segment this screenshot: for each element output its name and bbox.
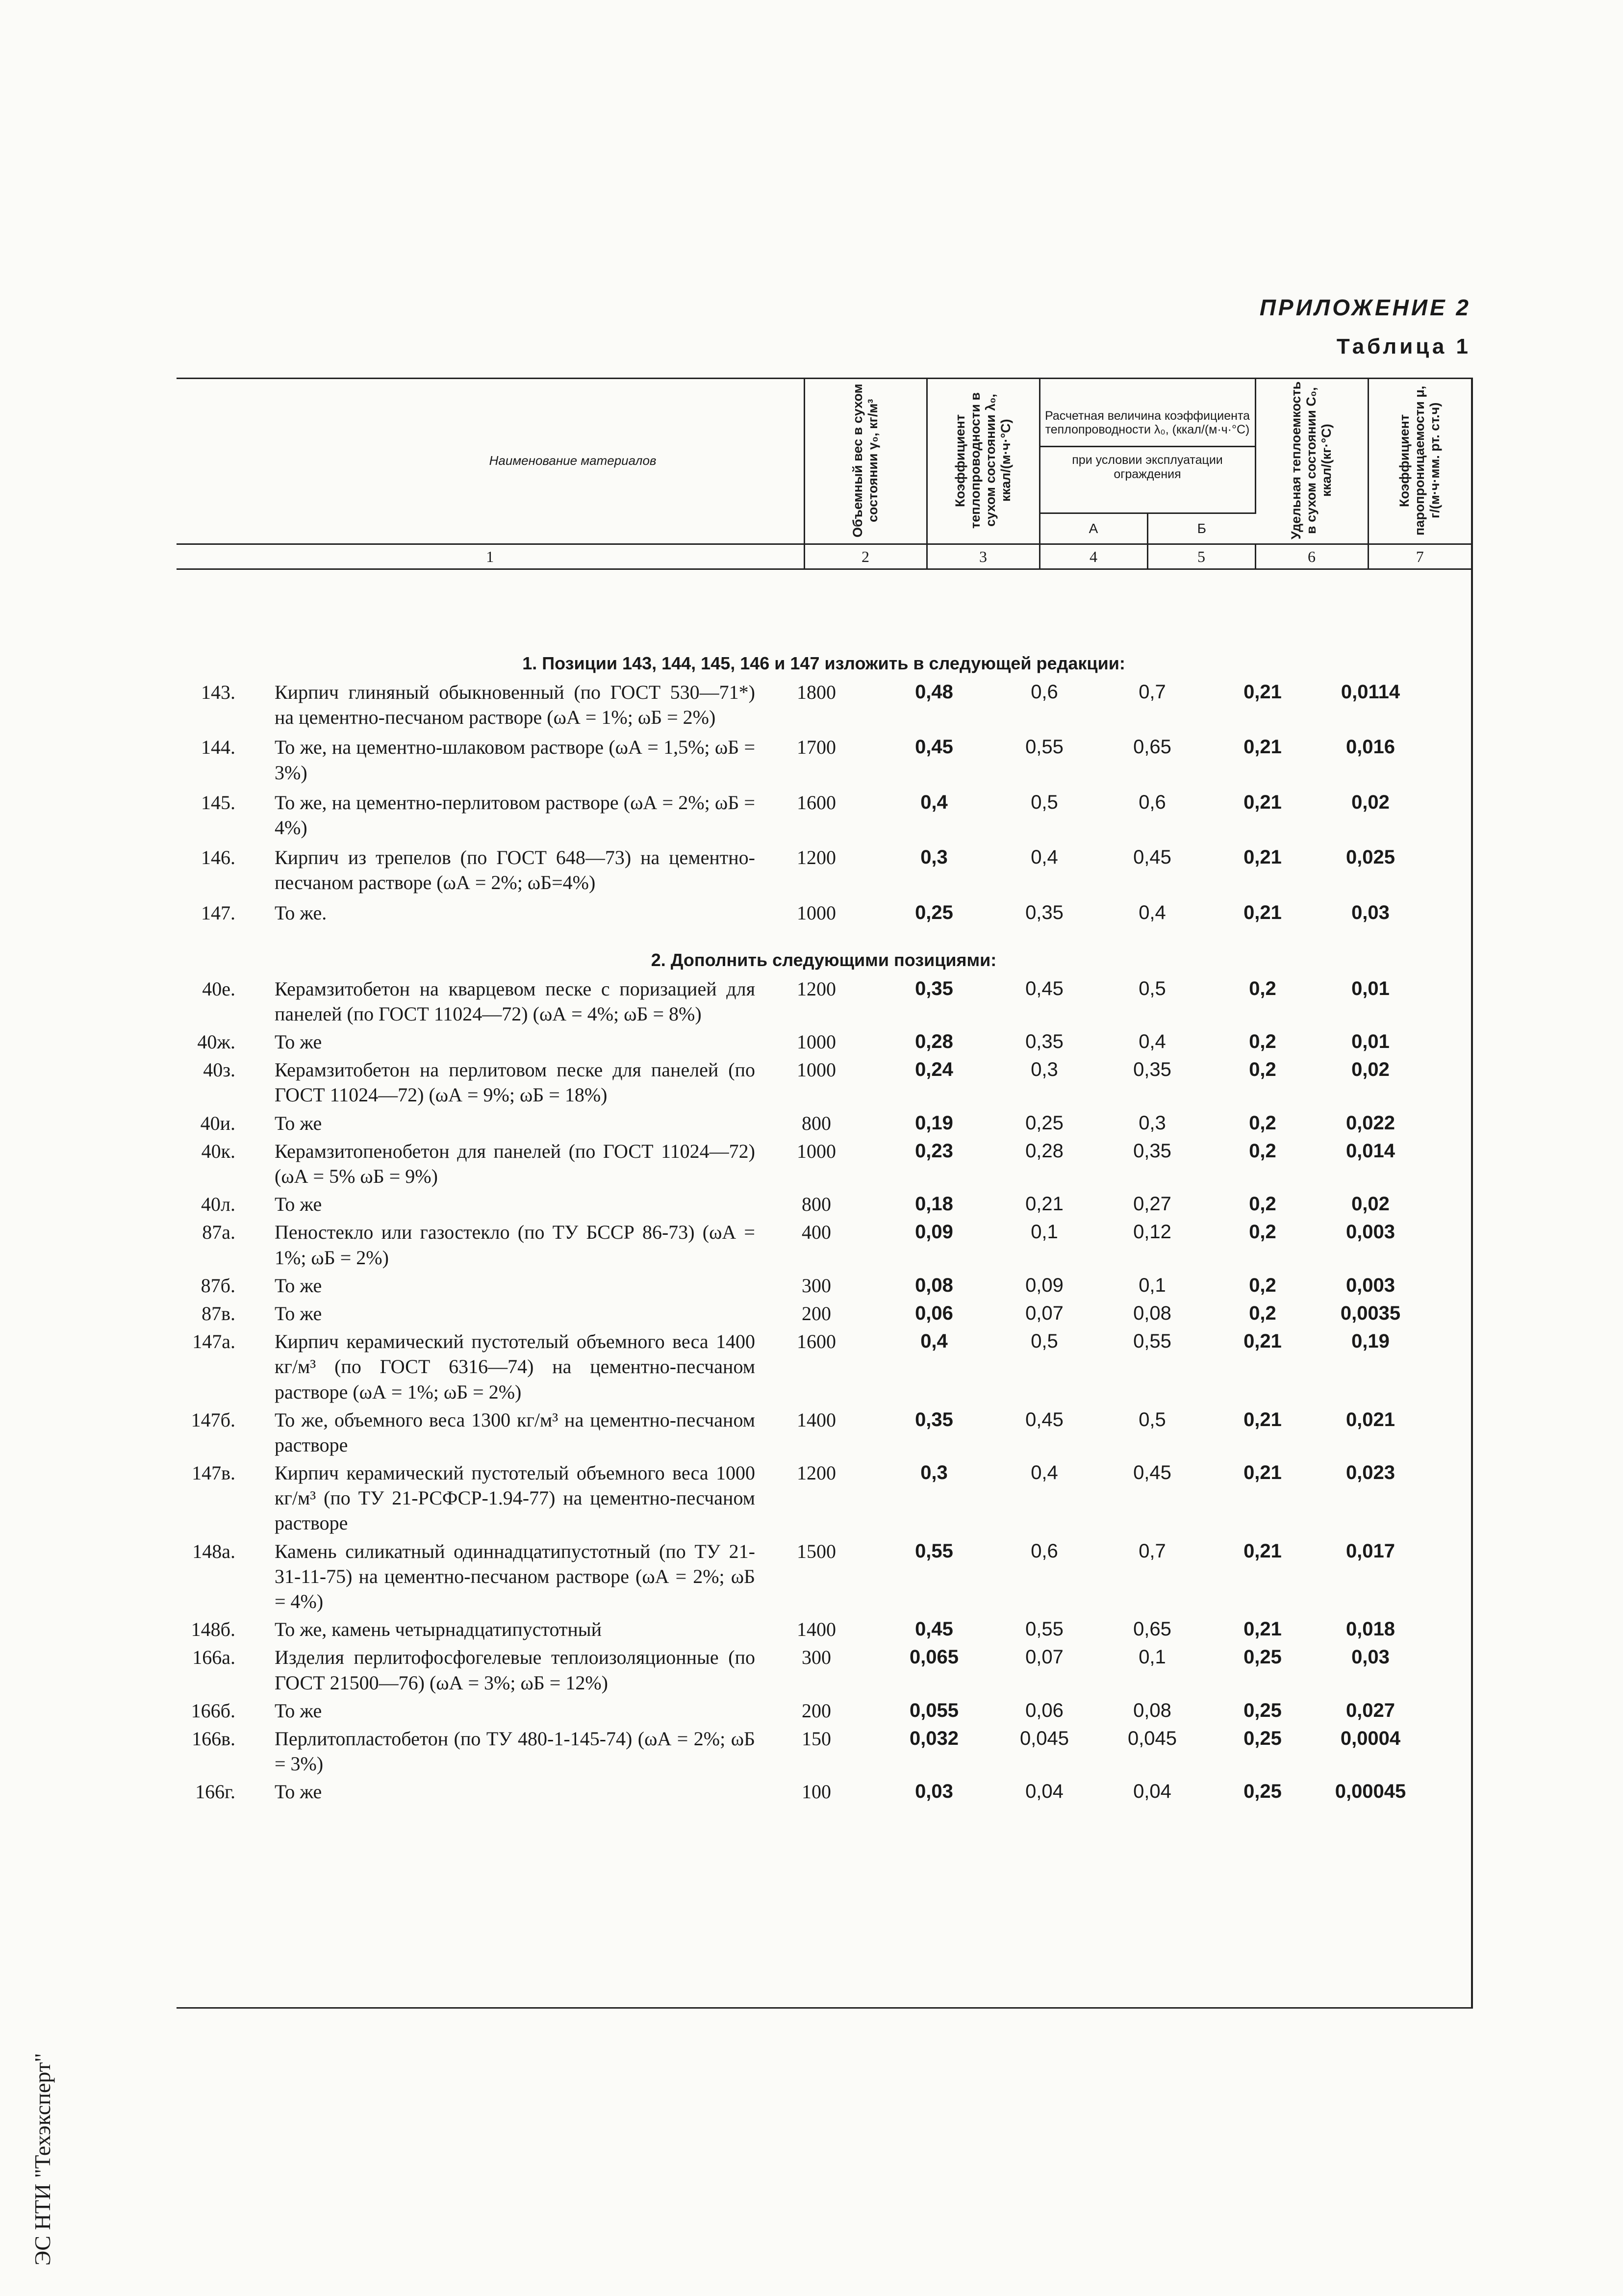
position-number: 147а. xyxy=(192,1330,235,1353)
calc-b-cell: 0,6 xyxy=(1139,791,1166,813)
column-number: 6 xyxy=(1255,544,1368,569)
density-cell: 1000 xyxy=(797,1031,836,1053)
calc-b-cell: 0,7 xyxy=(1139,681,1166,703)
heat-capacity-cell: 0,21 xyxy=(1243,791,1282,813)
material-cell xyxy=(177,1139,755,1189)
calc-b-cell: 0,3 xyxy=(1139,1112,1166,1134)
column-header-vapor: Коэффициент паропроницаемости μ, г/(м·ч·мм. рт. ст.ч) xyxy=(1397,385,1443,536)
vapor-cell: 0,017 xyxy=(1345,1540,1395,1562)
material-name: Керамзитобетон на кварцевом песке с поризацией для панелей (по ГОСТ 11024—72) (ωА = 4%; ωБ = 8%) xyxy=(275,977,755,1025)
table-row xyxy=(177,735,1471,785)
heat-capacity-cell: 0,2 xyxy=(1249,1302,1276,1324)
calc-b-cell: 0,04 xyxy=(1133,1781,1171,1803)
table-row xyxy=(177,1617,1471,1642)
material-name: Кирпич керамический пустотелый объемного веса 1400 кг/м³ (по ГОСТ 6316—74) на цементно-песчаном растворе (ωА = 1%; ωБ = 2%) xyxy=(275,1330,755,1403)
column-header-a: А xyxy=(1040,513,1147,544)
calc-a-cell: 0,6 xyxy=(1031,1540,1058,1562)
material-name: Кирпич керамический пустотелый объемного веса 1000 кг/м³ (по ТУ 21-РСФСР-1.94-77) на цементно-песчаном растворе xyxy=(275,1462,755,1534)
vapor-cell: 0,021 xyxy=(1345,1408,1395,1430)
vapor-cell: 0,014 xyxy=(1345,1140,1395,1162)
density-cell: 1800 xyxy=(797,681,836,703)
calc-b-cell: 0,27 xyxy=(1133,1193,1171,1215)
calc-b-cell: 0,7 xyxy=(1139,1540,1166,1562)
column-header-conductivity: Коэффициент теплопроводности в сухом состоянии λ₀, ккал/(м·ч·°С) xyxy=(952,392,1014,529)
calc-a-cell: 0,5 xyxy=(1031,1330,1058,1352)
table-header xyxy=(177,378,1471,570)
heat-capacity-cell: 0,25 xyxy=(1243,1699,1282,1721)
position-number: 147. xyxy=(201,901,235,924)
material-name: То же, камень четырнадцатипустотный xyxy=(275,1618,602,1641)
calc-a-cell: 0,55 xyxy=(1025,1618,1064,1640)
conductivity-cell: 0,28 xyxy=(915,1031,953,1053)
material-name: То же, объемного веса 1300 кг/м³ на цементно-песчаном растворе xyxy=(275,1408,755,1456)
heat-capacity-cell: 0,2 xyxy=(1249,1031,1276,1053)
position-number: 40л. xyxy=(201,1193,235,1216)
table-label: Таблица 1 xyxy=(1336,334,1471,358)
position-number: 166в. xyxy=(192,1727,235,1750)
vapor-cell: 0,00045 xyxy=(1335,1781,1406,1803)
position-number: 40и. xyxy=(200,1112,235,1134)
column-header-b: Б xyxy=(1147,513,1255,544)
material-cell xyxy=(177,1329,755,1404)
material-cell xyxy=(177,976,755,1026)
conductivity-cell: 0,45 xyxy=(915,1618,953,1640)
section-rows-2 xyxy=(177,976,1471,1805)
heat-capacity-cell: 0,25 xyxy=(1243,1727,1282,1749)
density-cell: 1000 xyxy=(797,1059,836,1081)
material-name: То же xyxy=(275,1193,322,1216)
conductivity-cell: 0,06 xyxy=(915,1302,953,1324)
calc-a-cell: 0,1 xyxy=(1031,1221,1058,1243)
calc-a-cell: 0,6 xyxy=(1031,681,1058,703)
calc-a-cell: 0,35 xyxy=(1025,901,1064,923)
position-number: 143. xyxy=(201,681,235,703)
material-cell xyxy=(177,1057,755,1107)
table-row xyxy=(177,1329,1471,1404)
table-row xyxy=(177,1539,1471,1614)
vapor-cell: 0,016 xyxy=(1345,736,1395,758)
calc-a-cell: 0,06 xyxy=(1025,1699,1064,1721)
vapor-cell: 0,0114 xyxy=(1341,681,1400,703)
conductivity-cell: 0,55 xyxy=(915,1540,953,1562)
material-name: То же xyxy=(275,1031,322,1053)
column-number: 4 xyxy=(1040,544,1147,569)
heat-capacity-cell: 0,2 xyxy=(1249,977,1276,999)
calc-b-cell: 0,08 xyxy=(1133,1302,1171,1324)
calc-b-cell: 0,1 xyxy=(1139,1274,1166,1296)
vapor-cell: 0,01 xyxy=(1351,977,1390,999)
density-cell: 1400 xyxy=(797,1408,836,1431)
material-cell xyxy=(177,900,755,925)
calc-title: Расчетная величина коэффициента теплопроводности λ₀, (ккал/(м·ч·°С) xyxy=(1044,408,1250,437)
column-number: 5 xyxy=(1147,544,1255,569)
vapor-cell: 0,0004 xyxy=(1340,1727,1401,1749)
material-name: Керамзитопенобетон для панелей (по ГОСТ 11024—72) (ωА = 5% ωБ = 9%) xyxy=(275,1140,755,1187)
table-row xyxy=(177,1698,1471,1723)
column-header-name: Наименование материалов xyxy=(177,378,804,544)
calc-b-cell: 0,4 xyxy=(1139,1031,1166,1053)
vapor-cell: 0,018 xyxy=(1345,1618,1395,1640)
table-row xyxy=(177,1726,1471,1776)
table-row xyxy=(177,1192,1471,1217)
density-cell: 1000 xyxy=(797,1140,836,1162)
table-row xyxy=(177,1460,1471,1536)
material-cell xyxy=(177,1617,755,1642)
material-name: То же. xyxy=(275,901,327,924)
position-number: 144. xyxy=(201,736,235,759)
position-number: 147б. xyxy=(191,1408,235,1431)
density-cell: 1200 xyxy=(797,846,836,869)
conductivity-cell: 0,08 xyxy=(915,1274,953,1296)
conductivity-cell: 0,3 xyxy=(920,1462,948,1484)
material-cell xyxy=(177,680,755,730)
density-cell: 400 xyxy=(802,1221,831,1244)
vapor-cell: 0,02 xyxy=(1351,1059,1390,1081)
material-name: Керамзитобетон на перлитовом песке для панелей (по ГОСТ 11024—72) (ωА = 9%; ωБ = 18%) xyxy=(275,1059,755,1106)
calc-subtitle: при условии эксплуатации ограждения xyxy=(1040,446,1255,482)
vapor-cell: 0,02 xyxy=(1351,791,1390,813)
table-row xyxy=(177,1779,1471,1804)
vapor-cell: 0,022 xyxy=(1345,1112,1395,1134)
calc-a-cell: 0,3 xyxy=(1031,1059,1058,1081)
position-number: 146. xyxy=(201,846,235,869)
calc-a-cell: 0,04 xyxy=(1025,1781,1064,1803)
vapor-cell: 0,19 xyxy=(1351,1330,1390,1352)
calc-a-cell: 0,09 xyxy=(1025,1274,1064,1296)
conductivity-cell: 0,055 xyxy=(909,1699,959,1721)
material-name: Пеностекло или газостекло (по ТУ БССР 86-73) (ωА = 1%; ωБ = 2%) xyxy=(275,1221,755,1269)
position-number: 87а. xyxy=(202,1221,235,1244)
conductivity-cell: 0,032 xyxy=(909,1727,959,1749)
vapor-cell: 0,02 xyxy=(1351,1193,1390,1215)
material-name: Кирпич из трепелов (по ГОСТ 648—73) на цементно-песчаном растворе (ωА = 2%; ωБ=4%) xyxy=(275,846,755,894)
calc-a-cell: 0,045 xyxy=(1019,1727,1069,1749)
position-number: 166а. xyxy=(192,1646,235,1669)
vapor-cell: 0,0035 xyxy=(1340,1302,1401,1324)
position-number: 87б. xyxy=(201,1274,235,1297)
conductivity-cell: 0,18 xyxy=(915,1193,953,1215)
table-row xyxy=(177,1407,1471,1457)
heat-capacity-cell: 0,21 xyxy=(1243,1540,1282,1562)
density-cell: 1700 xyxy=(797,736,836,759)
table-row xyxy=(177,845,1471,895)
calc-b-cell: 0,12 xyxy=(1133,1221,1171,1243)
section-heading-2: 2. Дополнить следующими позициями: xyxy=(651,949,997,970)
table-row xyxy=(177,900,1471,925)
material-cell xyxy=(177,1726,755,1776)
density-cell: 100 xyxy=(802,1781,831,1803)
calc-a-cell: 0,07 xyxy=(1025,1646,1064,1668)
conductivity-cell: 0,065 xyxy=(909,1646,959,1668)
material-name: Кирпич глиняный обыкновенный (по ГОСТ 530—71*) на цементно-песчаном растворе (ωА = 1%; ωБ = 2%) xyxy=(275,681,755,729)
density-cell: 800 xyxy=(802,1193,831,1216)
vapor-cell: 0,025 xyxy=(1345,846,1395,868)
vapor-cell: 0,03 xyxy=(1351,1646,1390,1668)
vapor-cell: 0,01 xyxy=(1351,1031,1390,1053)
density-cell: 1200 xyxy=(797,1462,836,1484)
vapor-cell: 0,003 xyxy=(1345,1221,1395,1243)
calc-a-cell: 0,21 xyxy=(1025,1193,1064,1215)
table-row xyxy=(177,976,1471,1026)
vapor-cell: 0,03 xyxy=(1351,901,1390,923)
material-cell xyxy=(177,790,755,840)
calc-a-cell: 0,5 xyxy=(1031,791,1058,813)
heat-capacity-cell: 0,21 xyxy=(1243,736,1282,758)
density-cell: 150 xyxy=(802,1727,831,1750)
calc-a-cell: 0,45 xyxy=(1025,977,1064,999)
vapor-cell: 0,003 xyxy=(1345,1274,1395,1296)
table-body xyxy=(177,647,1471,1808)
table-row xyxy=(177,1057,1471,1107)
position-number: 145. xyxy=(201,791,235,814)
calc-a-cell: 0,25 xyxy=(1025,1112,1064,1134)
density-cell: 300 xyxy=(802,1274,831,1297)
calc-b-cell: 0,35 xyxy=(1133,1059,1171,1081)
material-cell xyxy=(177,1273,755,1298)
density-cell: 200 xyxy=(802,1699,831,1722)
position-number: 147в. xyxy=(192,1462,235,1484)
page-header xyxy=(1260,294,1471,359)
table-row xyxy=(177,790,1471,840)
table-row xyxy=(177,1645,1471,1695)
heat-capacity-cell: 0,21 xyxy=(1243,1408,1282,1430)
material-name: Перлитопластобетон (по ТУ 480-1-145-74) (ωА = 2%; ωБ = 3%) xyxy=(275,1727,755,1775)
position-number: 40з. xyxy=(203,1059,235,1081)
vapor-cell: 0,023 xyxy=(1345,1462,1395,1484)
heat-capacity-cell: 0,21 xyxy=(1243,681,1282,703)
vapor-cell: 0,027 xyxy=(1345,1699,1395,1721)
density-cell: 1000 xyxy=(797,901,836,924)
density-cell: 800 xyxy=(802,1112,831,1134)
calc-b-cell: 0,65 xyxy=(1133,736,1171,758)
table-row xyxy=(177,680,1471,730)
conductivity-cell: 0,23 xyxy=(915,1140,953,1162)
density-cell: 1600 xyxy=(797,791,836,814)
density-cell: 300 xyxy=(802,1646,831,1669)
conductivity-cell: 0,45 xyxy=(915,736,953,758)
material-name: Камень силикатный одиннадцатипустотный (по ТУ 21-31-11-75) на цементно-песчаном растворе (ωА = 2%; ωБ = 4%) xyxy=(275,1540,755,1612)
position-number: 148б. xyxy=(191,1618,235,1641)
material-cell xyxy=(177,1192,755,1217)
heat-capacity-cell: 0,21 xyxy=(1243,1618,1282,1640)
heat-capacity-cell: 0,2 xyxy=(1249,1059,1276,1081)
column-header-calc xyxy=(1040,378,1255,513)
section-heading-1: 1. Позиции 143, 144, 145, 146 и 147 изложить в следующей редакции: xyxy=(522,653,1125,673)
table-row xyxy=(177,1029,1471,1054)
material-name: То же xyxy=(275,1302,322,1325)
heat-capacity-cell: 0,21 xyxy=(1243,1330,1282,1352)
material-cell xyxy=(177,845,755,895)
material-cell xyxy=(177,735,755,785)
material-name: То же xyxy=(275,1112,322,1134)
column-number: 3 xyxy=(927,544,1040,569)
position-number: 40е. xyxy=(202,977,235,1000)
material-name: То же, на цементно-шлаковом растворе (ωА = 1,5%; ωБ = 3%) xyxy=(275,736,755,784)
heat-capacity-cell: 0,2 xyxy=(1249,1221,1276,1243)
calc-a-cell: 0,4 xyxy=(1031,1462,1058,1484)
conductivity-cell: 0,35 xyxy=(915,1408,953,1430)
position-number: 166б. xyxy=(191,1699,235,1722)
material-name: То же xyxy=(275,1781,322,1803)
position-number: 40ж. xyxy=(197,1031,235,1053)
material-cell xyxy=(177,1539,755,1614)
calc-b-cell: 0,1 xyxy=(1139,1646,1166,1668)
density-cell: 200 xyxy=(802,1302,831,1325)
heat-capacity-cell: 0,21 xyxy=(1243,1462,1282,1484)
material-name: То же xyxy=(275,1699,322,1722)
heat-capacity-cell: 0,2 xyxy=(1249,1112,1276,1134)
heat-capacity-cell: 0,2 xyxy=(1249,1140,1276,1162)
conductivity-cell: 0,09 xyxy=(915,1221,953,1243)
conductivity-cell: 0,25 xyxy=(915,901,953,923)
conductivity-cell: 0,48 xyxy=(915,681,953,703)
calc-b-cell: 0,08 xyxy=(1133,1699,1171,1721)
position-number: 87в. xyxy=(202,1302,235,1325)
calc-b-cell: 0,65 xyxy=(1133,1618,1171,1640)
table-row xyxy=(177,1273,1471,1298)
column-header-heat: Удельная теплоемкость в сухом состоянии C₀, ккал/(кг·°С) xyxy=(1289,381,1334,540)
calc-b-cell: 0,35 xyxy=(1133,1140,1171,1162)
calc-b-cell: 0,45 xyxy=(1133,1462,1171,1484)
conductivity-cell: 0,4 xyxy=(920,1330,948,1352)
heat-capacity-cell: 0,25 xyxy=(1243,1646,1282,1668)
density-cell: 1500 xyxy=(797,1540,836,1562)
material-name: То же, на цементно-перлитовом растворе (ωА = 2%; ωБ = 4%) xyxy=(275,791,755,839)
calc-a-cell: 0,45 xyxy=(1025,1408,1064,1430)
material-cell xyxy=(177,1460,755,1536)
calc-a-cell: 0,35 xyxy=(1025,1031,1064,1053)
table-row xyxy=(177,1111,1471,1136)
calc-a-cell: 0,4 xyxy=(1031,846,1058,868)
heat-capacity-cell: 0,21 xyxy=(1243,846,1282,868)
calc-b-cell: 0,4 xyxy=(1139,901,1166,923)
density-cell: 1400 xyxy=(797,1618,836,1641)
position-number: 166г. xyxy=(195,1781,235,1803)
section-rows-1 xyxy=(177,680,1471,925)
calc-b-cell: 0,045 xyxy=(1127,1727,1177,1749)
conductivity-cell: 0,19 xyxy=(915,1112,953,1134)
material-cell xyxy=(177,1779,755,1804)
position-number: 40к. xyxy=(201,1140,235,1162)
heat-capacity-cell: 0,21 xyxy=(1243,901,1282,923)
table-row xyxy=(177,1220,1471,1270)
material-cell xyxy=(177,1111,755,1136)
material-cell xyxy=(177,1407,755,1457)
calc-b-cell: 0,55 xyxy=(1133,1330,1171,1352)
calc-b-cell: 0,45 xyxy=(1133,846,1171,868)
material-cell xyxy=(177,1698,755,1723)
column-number: 2 xyxy=(804,544,927,569)
conductivity-cell: 0,3 xyxy=(920,846,948,868)
calc-a-cell: 0,28 xyxy=(1025,1140,1064,1162)
calc-a-cell: 0,55 xyxy=(1025,736,1064,758)
conductivity-cell: 0,03 xyxy=(915,1781,953,1803)
column-number: 7 xyxy=(1368,544,1471,569)
density-cell: 1600 xyxy=(797,1330,836,1353)
side-stamp: ЭС НТИ "Техэксперт" xyxy=(30,2053,55,2266)
column-header-density: Объемный вес в сухом состоянии γ₀, кг/м³ xyxy=(850,383,880,537)
calc-b-cell: 0,5 xyxy=(1139,1408,1166,1430)
material-name: Изделия перлитофосфогелевые теплоизоляционные (по ГОСТ 21500—76) (ωА = 3%; ωБ = 12%) xyxy=(275,1646,755,1694)
table-row xyxy=(177,1139,1471,1189)
density-cell: 1200 xyxy=(797,977,836,1000)
table-row xyxy=(177,1301,1471,1326)
column-number: 1 xyxy=(177,544,804,569)
conductivity-cell: 0,24 xyxy=(915,1059,953,1081)
material-cell xyxy=(177,1301,755,1326)
conductivity-cell: 0,4 xyxy=(920,791,948,813)
appendix-title: ПРИЛОЖЕНИЕ 2 xyxy=(1259,295,1471,320)
material-cell xyxy=(177,1220,755,1270)
calc-b-cell: 0,5 xyxy=(1139,977,1166,999)
conductivity-cell: 0,35 xyxy=(915,977,953,999)
heat-capacity-cell: 0,2 xyxy=(1249,1193,1276,1215)
heat-capacity-cell: 0,2 xyxy=(1249,1274,1276,1296)
position-number: 148а. xyxy=(192,1540,235,1562)
heat-capacity-cell: 0,25 xyxy=(1243,1781,1282,1803)
material-name: То же xyxy=(275,1274,322,1297)
material-cell xyxy=(177,1645,755,1695)
material-cell xyxy=(177,1029,755,1054)
calc-a-cell: 0,07 xyxy=(1025,1302,1064,1324)
